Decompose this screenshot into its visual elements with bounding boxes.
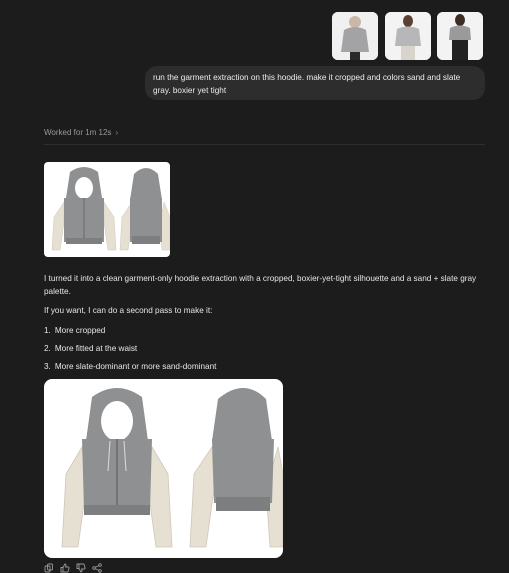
list-item-text: More slate-dominant or more sand-dominant [54,362,217,371]
list-item-number: 1. [44,326,51,335]
worked-duration-toggle[interactable] [44,128,118,137]
attachment-thumbnail-1[interactable] [332,12,378,60]
list-item-text: More cropped [54,326,106,335]
hoodie-photo-icon [385,12,431,60]
list-item-text: More fitted at the waist [54,344,138,353]
attachment-thumbnail-3[interactable] [437,12,483,60]
generated-image-small[interactable] [44,162,170,257]
hoodie-front-back-image [44,379,283,558]
hoodie-photo-icon [437,12,483,60]
share-icon[interactable] [92,563,102,573]
generated-image-large[interactable] [44,379,283,558]
divider [44,144,485,145]
thumbs-up-icon[interactable] [60,563,70,573]
hoodie-front-back-image [44,162,170,257]
option-list [44,322,216,376]
attachment-thumbnail-2[interactable] [385,12,431,60]
list-item [44,340,216,358]
assistant-paragraph-2: If you want, I can do a second pass to make it: [44,306,213,315]
list-item [44,358,216,376]
assistant-paragraph-1: I turned it into a clean garment-only hoodie extraction with a cropped, boxier-yet-tight silhouette and a sand + slate gray palette. [44,274,477,296]
hoodie-photo-icon [332,12,378,60]
copy-icon[interactable] [44,563,54,573]
user-message-text: run the garment extraction on this hoodie. make it cropped and colors sand and slate gray. boxier yet tight [153,73,461,95]
thumbs-down-icon[interactable] [76,563,86,573]
worked-duration-label: Worked for 1m 12s [44,128,112,137]
message-actions [44,563,102,573]
list-item-number: 3. [44,362,51,371]
list-item-number: 2. [44,344,51,353]
user-message-bubble [145,66,485,100]
chevron-right-icon: › [115,128,119,137]
list-item [44,322,216,340]
